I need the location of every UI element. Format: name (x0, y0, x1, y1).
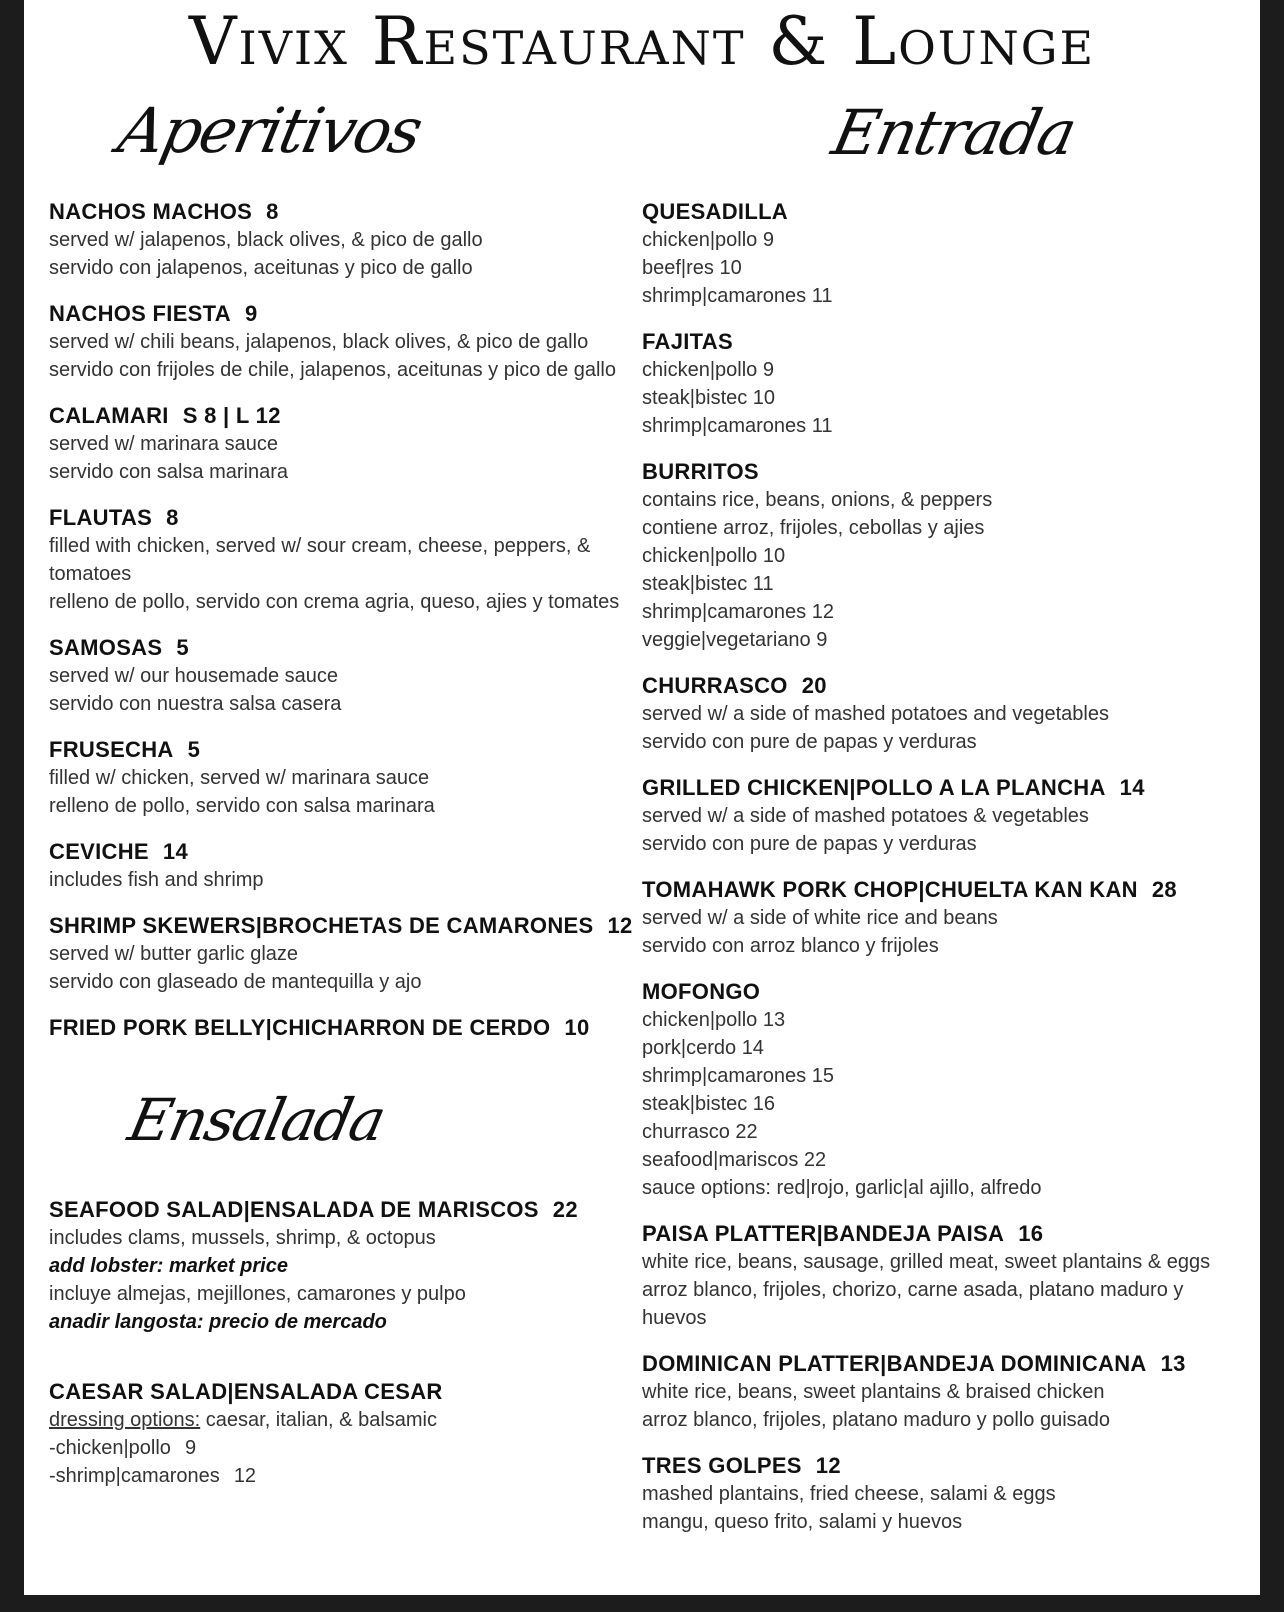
menu-option: -chicken|pollo 9 (49, 1437, 197, 1459)
menu-item-price: 5 (187, 737, 201, 762)
menu-item-line: servido con nuestra salsa casera (49, 693, 342, 715)
ensalada-section (49, 1196, 649, 1508)
menu-option: -shrimp|camarones 12 (49, 1465, 257, 1487)
menu-item-line: served w/ jalapenos, black olives, & pico de gallo (49, 229, 483, 251)
menu-item-line: servido con pure de papas y verduras (642, 731, 977, 753)
menu-item-seafood-salad (49, 1196, 649, 1336)
menu-item-line: served w/ a side of white rice and beans (642, 907, 998, 929)
menu-item (642, 672, 1242, 756)
menu-item-name: SEAFOOD SALAD|ENSALADA DE MARISCOS 22 (49, 1197, 578, 1222)
menu-item-line: servido con pure de papas y verduras (642, 833, 977, 855)
menu-item-name: NACHOS FIESTA 9 (49, 301, 258, 326)
menu-item-line: relleno de pollo, servido con salsa marinara (49, 795, 435, 817)
menu-item-price: 13 (1160, 1351, 1186, 1376)
menu-item-line: relleno de pollo, servido con crema agria, queso, ajies y tomates (49, 591, 620, 613)
menu-item (49, 912, 649, 996)
menu-item (642, 774, 1242, 858)
heading-ensalada: Ensalada (122, 1086, 391, 1154)
menu-item (49, 1014, 649, 1042)
menu-item (49, 838, 649, 894)
menu-item-line: contains rice, beans, onions, & peppers (642, 489, 993, 511)
menu-item-price: 16 (1018, 1221, 1044, 1246)
menu-item-name: FLAUTAS 8 (49, 505, 179, 530)
menu-item-line: veggie|vegetariano 9 (642, 629, 828, 651)
menu-item (49, 634, 649, 718)
menu-item (642, 1350, 1242, 1434)
menu-item-price: S 8 | L 12 (182, 403, 281, 428)
menu-item-name: TRES GOLPES 12 (642, 1453, 841, 1478)
menu-item-line: served w/ a side of mashed potatoes & vegetables (642, 805, 1089, 827)
menu-item-line: shrimp|camarones 11 (642, 415, 833, 437)
menu-item-line: chicken|pollo 10 (642, 545, 786, 567)
menu-item-name: TOMAHAWK PORK CHOP|CHUELTA KAN KAN 28 (642, 877, 1177, 902)
menu-item-price: 20 (801, 673, 827, 698)
menu-item-price: 8 (266, 199, 279, 224)
dressing-value: caesar, italian, & balsamic (205, 1409, 437, 1431)
menu-item-line: servido con arroz blanco y frijoles (642, 935, 939, 957)
menu-item-line: served w/ our housemade sauce (49, 665, 339, 687)
menu-item-line: chicken|pollo 9 (642, 359, 774, 381)
menu-item-line: includes fish and shrimp (49, 869, 264, 891)
menu-item-line: arroz blanco, frijoles, chorizo, carne asada, platano maduro y huevos (642, 1279, 1184, 1329)
menu-item-line: pork|cerdo 14 (642, 1037, 764, 1059)
menu-item-name: MOFONGO (642, 979, 761, 1004)
dressing-options (49, 1406, 649, 1434)
menu-item-line: steak|bistec 10 (642, 387, 776, 409)
menu-item (49, 300, 649, 384)
menu-item-price: 9 (244, 301, 258, 326)
menu-item-line: servido con glaseado de mantequilla y ajo (49, 971, 422, 993)
menu-item-name: GRILLED CHICKEN|POLLO A LA PLANCHA 14 (642, 775, 1145, 800)
aperitivos-section (49, 198, 649, 1060)
menu-item-name: CALAMARI S 8 | L 12 (49, 403, 281, 428)
menu-item-line: sauce options: red|rojo, garlic|al ajillo, alfredo (642, 1177, 1042, 1199)
dressing-label: dressing options: (49, 1409, 201, 1431)
menu-item-name: FAJITAS (642, 329, 733, 354)
menu-item-line: servido con frijoles de chile, jalapenos, aceitunas y pico de gallo (49, 359, 617, 381)
menu-item-price: 5 (176, 635, 189, 660)
menu-item (642, 458, 1242, 654)
menu-item (642, 978, 1242, 1202)
menu-item-name: CEVICHE 14 (49, 839, 188, 864)
menu-item-line: churrasco 22 (642, 1121, 758, 1143)
menu-item-line: chicken|pollo 9 (642, 229, 774, 251)
menu-item-name: PAISA PLATTER|BANDEJA PAISA 16 (642, 1221, 1044, 1246)
menu-item (49, 504, 649, 616)
menu-item-description: incluye almejas, mejillones, camarones y pulpo (49, 1283, 466, 1305)
menu-item-line: shrimp|camarones 15 (642, 1065, 834, 1087)
menu-item-addon: add lobster: market price (49, 1255, 288, 1277)
menu-item (642, 328, 1242, 440)
menu-item-description: includes clams, mussels, shrimp, & octopus (49, 1227, 436, 1249)
menu-item-name: BURRITOS (642, 459, 759, 484)
menu-item (49, 198, 649, 282)
menu-item-line: white rice, beans, sweet plantains & braised chicken (642, 1381, 1105, 1403)
menu-item-line: arroz blanco, frijoles, platano maduro y pollo guisado (642, 1409, 1111, 1431)
menu-item-addon: anadir langosta: precio de mercado (49, 1311, 387, 1333)
menu-item-line: served w/ butter garlic glaze (49, 943, 299, 965)
menu-item-line: beef|res 10 (642, 257, 742, 279)
menu-item-line: served w/ a side of mashed potatoes and vegetables (642, 703, 1109, 725)
menu-item-name: SHRIMP SKEWERS|BROCHETAS DE CAMARONES 12 (49, 913, 633, 938)
menu-item-line: seafood|mariscos 22 (642, 1149, 827, 1171)
menu-item-price: 14 (162, 839, 188, 864)
menu-item-name: SAMOSAS 5 (49, 635, 189, 660)
menu-item (642, 876, 1242, 960)
heading-entrada: Entrada (826, 96, 1082, 169)
menu-item (49, 736, 649, 820)
menu-item-name: FRIED PORK BELLY|CHICHARRON DE CERDO 10 (49, 1015, 590, 1040)
entrada-section (642, 198, 1242, 1554)
menu-item-line: filled with chicken, served w/ sour cream, cheese, peppers, & tomatoes (49, 535, 591, 585)
menu-item-line: chicken|pollo 13 (642, 1009, 786, 1031)
menu-item-name: CHURRASCO 20 (642, 673, 827, 698)
menu-item-price: 12 (815, 1453, 841, 1478)
menu-item-name: DOMINICAN PLATTER|BANDEJA DOMINICANA 13 (642, 1351, 1186, 1376)
menu-item-price: 8 (166, 505, 179, 530)
menu-item-name: FRUSECHA 5 (49, 737, 201, 762)
menu-item-line: contiene arroz, frijoles, cebollas y ajies (642, 517, 985, 539)
menu-item-price: 28 (1151, 877, 1177, 902)
spacer (49, 1354, 649, 1378)
menu-item-line: filled w/ chicken, served w/ marinara sauce (49, 767, 430, 789)
menu-item-line: shrimp|camarones 11 (642, 285, 833, 307)
menu-item-price: 14 (1119, 775, 1145, 800)
menu-item-name: QUESADILLA (642, 199, 788, 224)
menu-item-line: servido con jalapenos, aceitunas y pico de gallo (49, 257, 473, 279)
menu-item-line: steak|bistec 16 (642, 1093, 776, 1115)
menu-item-price: 12 (607, 913, 633, 938)
menu-item-line: servido con salsa marinara (49, 461, 288, 483)
menu-item (642, 198, 1242, 310)
menu-item-name: NACHOS MACHOS 8 (49, 199, 279, 224)
menu-item-line: served w/ chili beans, jalapenos, black olives, & pico de gallo (49, 331, 589, 353)
menu-item-caesar-salad (49, 1378, 649, 1490)
menu-item-line: steak|bistec 11 (642, 573, 774, 595)
heading-aperitivos: Aperitivos (112, 94, 428, 167)
restaurant-title: Vivix Restaurant & Lounge (188, 3, 1096, 80)
menu-item (642, 1220, 1242, 1332)
menu-item-name: CAESAR SALAD|ENSALADA CESAR (49, 1379, 443, 1404)
menu-item-line: mangu, queso frito, salami y huevos (642, 1511, 963, 1533)
menu-page (24, 0, 1260, 1595)
menu-item-line: served w/ marinara sauce (49, 433, 278, 455)
menu-item-price: 10 (564, 1015, 590, 1040)
menu-item (642, 1452, 1242, 1536)
menu-item-line: white rice, beans, sausage, grilled meat, sweet plantains & eggs (642, 1251, 1211, 1273)
menu-item-price: 22 (552, 1197, 578, 1222)
menu-item-line: shrimp|camarones 12 (642, 601, 834, 623)
menu-item-line: mashed plantains, fried cheese, salami & eggs (642, 1483, 1056, 1505)
menu-item (49, 402, 649, 486)
